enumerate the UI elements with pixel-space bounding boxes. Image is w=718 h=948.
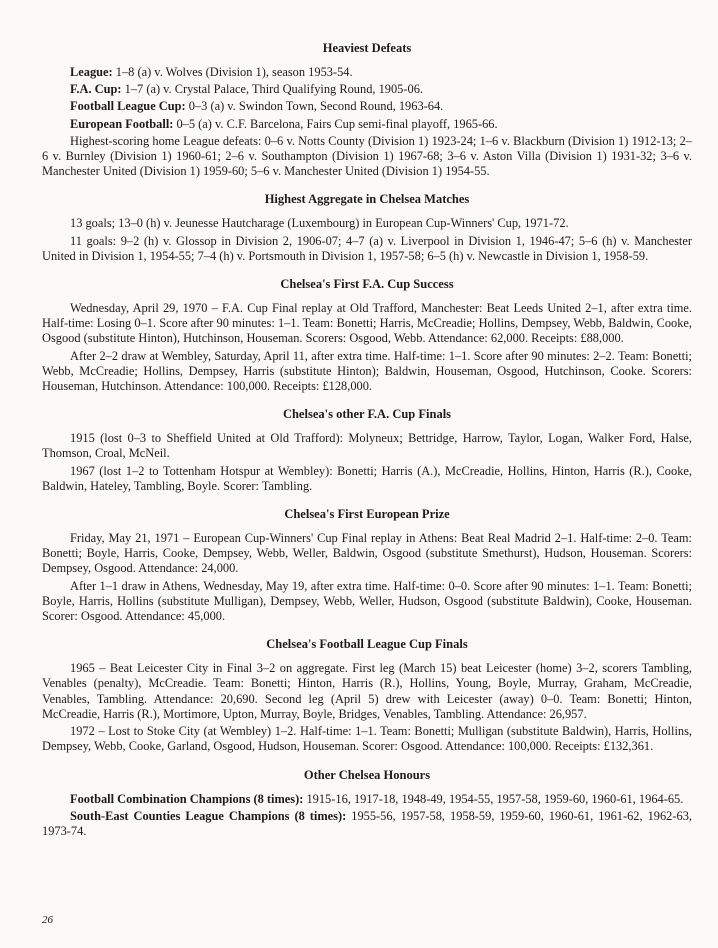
paragraph: 1965 – Beat Leicester City in Final 3–2 on aggregate. First leg (March 15) beat Leicester (home) 3–2, scorers Tambling, Venables (penalty), McCreadie. Team: Bonetti; Hinton, Harris (R.), Hollins, Young, Boyle, Murray, Graham, McCreadie, Venables, Tambling. Attendance: 20,690. Second leg (April 5) drew with Leicester (away) 0–0. Team: Bonetti; Hinton, McCreadie, Harris (R.), Mortimore, Upton, Murray, Boyle, Bridges, Venables, Tambling. Attendance: 26,957.: [42, 661, 692, 721]
paragraph: 11 goals: 9–2 (h) v. Glossop in Division 2, 1906-07; 4–7 (a) v. Liverpool in Division 1, 1946-47; 5–6 (h) v. Manchester United in Division 1, 1954-55; 7–4 (h) v. Portsmouth in Division 1, 1957-58; 6–5 (h) v. Newcastle in Division 1, 1958-59.: [42, 233, 692, 263]
paragraph: 1967 (lost 1–2 to Tottenham Hotspur at Wembley): Bonetti; Harris (A.), McCreadie, Hollins, Hinton, Harris (R.), Cooke, Baldwin, Hateley, Tambling, Boyle. Scorer: Tambling.: [42, 463, 692, 493]
record-text: 0–5 (a) v. C.F. Barcelona, Fairs Cup semi-final playoff, 1965-66.: [173, 116, 498, 131]
record-label: European Football:: [70, 116, 174, 131]
record-text: 1–8 (a) v. Wolves (Division 1), season 1953-54.: [112, 65, 353, 79]
section-title: Chelsea's Football League Cup Finals: [266, 637, 468, 652]
section-first-fa-cup: [42, 276, 692, 394]
paragraph: 1972 – Lost to Stoke City (at Wembley) 1–2. Half-time: 1–1. Team: Bonetti; Mulligan (substitute Baldwin), Harris, Hollins, Dempsey, Webb, Cooke, Garland, Osgood, Hudson, Houseman. Scorer: Osgood. Attendance: 100,000. Receipts: £132,361.: [42, 724, 692, 754]
section-title: Chelsea's First European Prize: [284, 507, 450, 522]
paragraph: After 1–1 draw in Athens, Wednesday, May 19, after extra time. Half-time: 0–0. Score after 90 minutes: 1–1. Team: Bonetti; Boyle, Harris, Hollins (substitute Mulligan), Dempsey, Webb, Weller, Hudson, Osgood (substitute Baldwin), Cooke, Houseman. Scorer: Osgood. Attendance: 45,000.: [42, 578, 692, 624]
section-heaviest-defeats: [42, 40, 692, 179]
record-league-cup: [42, 99, 692, 114]
paragraph: Friday, May 21, 1971 – European Cup-Winners' Cup Final replay in Athens: Beat Real Madrid 2–1. Half-time: 2–0. Team: Bonetti; Boyle, Harris, Cooke, Dempsey, Webb, Weller, Baldwin, Osgood (substitute Smethurst), Hudson, Houseman. Scorers: Dempsey, Osgood. Attendance: 24,000.: [42, 531, 692, 576]
section-highest-aggregate: [42, 191, 692, 264]
paragraph: 13 goals; 13–0 (h) v. Jeunesse Hautcharage (Luxembourg) in European Cup-Winners' Cup, 1971-72.: [70, 216, 569, 231]
section-title: Chelsea's other F.A. Cup Finals: [282, 407, 452, 422]
page-number: 26: [42, 914, 53, 926]
section-league-cup-finals: [42, 636, 692, 754]
record-label: F.A. Cup:: [70, 82, 122, 97]
honour-label: South-East Counties League Champions (8 times):: [70, 808, 347, 823]
section-first-european-prize: [42, 506, 692, 624]
honour-combination: [42, 792, 692, 807]
honour-text: 1955-56, 1957-58, 1958-59, 1959-60, 1960-61, 1961-62, 1962-63, 1973-74.: [42, 808, 692, 838]
paragraph: Wednesday, April 29, 1970 – F.A. Cup Final replay at Old Trafford, Manchester: Beat Leeds United 2–1, after extra time. Half-time: Losing 0–1. Score after 90 minutes: 1–1. Team: Bonetti; Harris, McCreadie; Hollins, Dempsey, Webb, Baldwin, Cooke, Osgood (substitute Hinton), Hutchinson, Houseman. Scorers: Osgood, Webb. Attendance: 62,000. Receipts: £88,000.: [42, 301, 692, 346]
honour-south-east: [42, 809, 692, 839]
record-label: League:: [70, 65, 113, 79]
record-text: 0–3 (a) v. Swindon Town, Second Round, 1963-64.: [185, 99, 444, 114]
record-league: [42, 65, 692, 80]
section-other-fa-cup-finals: [42, 406, 692, 494]
section-title: Chelsea's First F.A. Cup Success: [280, 277, 454, 292]
paragraph: After 2–2 draw at Wembley, Saturday, April 11, after extra time. Half-time: 1–1. Score after 90 minutes: 2–2. Team: Bonetti; Webb, McCreadie; Hollins, Dempsey, Harris (substitute Hinton); Baldwin, Houseman, Osgood, Hutchinson, Cooke. Scorers: Houseman, Hutchinson. Attendance: 100,000. Receipts: £128,000.: [42, 348, 692, 394]
paragraph: 1915 (lost 0–3 to Sheffield United at Old Trafford): Molyneux; Bettridge, Harrow, Taylor, Logan, Walker Ford, Halse, Thomson, Croal, McNeil.: [42, 431, 692, 461]
honour-text: 1915-16, 1917-18, 1948-49, 1954-55, 1957-58, 1959-60, 1960-61, 1964-65.: [303, 791, 684, 806]
record-home-defeats: Highest-scoring home League defeats: 0–6 v. Notts County (Division 1) 1923-24; 1–6 v. Blackburn (Division 1) 1912-13; 2–6 v. Burnley (Division 1) 1960-61; 2–6 v. Southampton (Division 1) 1967-68; 3–6 v. Aston Villa (Division 1) 1931-32; 3–6 v. Manchester United (Division 1) 1959-60; 5–6 v. Manchester United (Division 1) 1954-55.: [42, 133, 692, 179]
honour-label: Football Combination Champions (8 times):: [70, 791, 304, 806]
section-other-honours: [42, 767, 692, 840]
section-title: Highest Aggregate in Chelsea Matches: [264, 192, 470, 207]
record-fa-cup: [42, 82, 692, 97]
record-european: [42, 117, 692, 132]
section-title: Other Chelsea Honours: [303, 767, 431, 782]
record-text: 1–7 (a) v. Crystal Palace, Third Qualifying Round, 1905-06.: [121, 82, 423, 97]
record-label: Football League Cup:: [70, 99, 186, 114]
section-title: Heaviest Defeats: [322, 41, 412, 55]
